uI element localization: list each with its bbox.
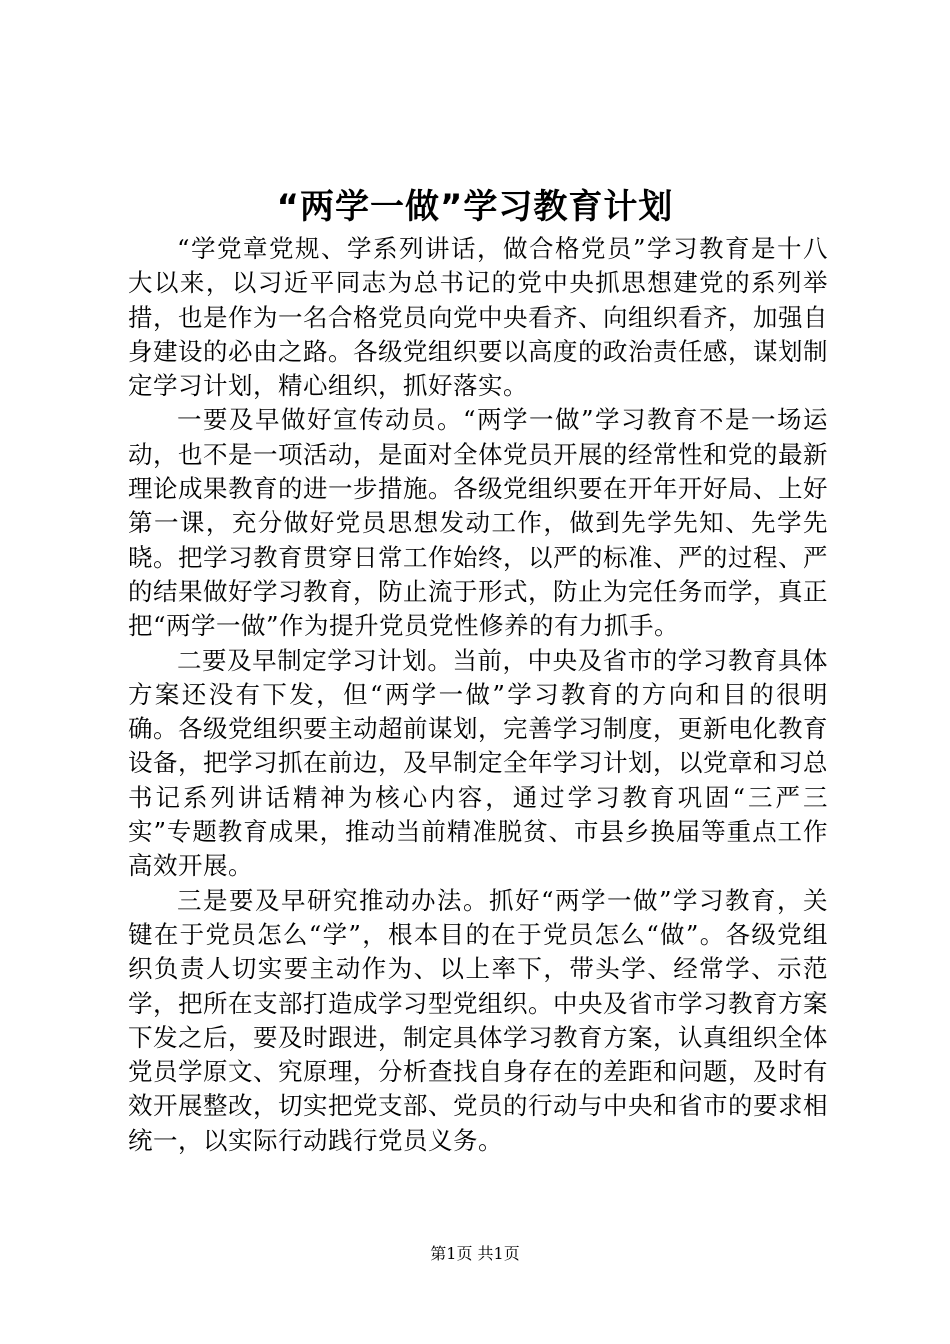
paragraph-intro: “学党章党规、学系列讲话，做合格党员”学习教育是十八大以来，以习近平同志为总书记的党中央抓思想建党的系列举措，也是作为一名合格党员向党中央看齐、向组织看齐，加强自身建设的必由之路。各级党组织要以高度的政治责任感，谋划制定学习计划，精心组织，抓好落实。 (128, 234, 828, 401)
paragraph-first-point: 一要及早做好宣传动员。“两学一做”学习教育不是一场运动，也不是一项活动，是面对全体党员开展的经常性和党的最新理论成果教育的进一步措施。各级党组织要在开年开好局、上好第一课，充分做好党员思想发动工作，做到先学先知、先学先晓。把学习教育贯穿日常工作始终，以严的标准、严的过程、严的结果做好学习教育，防止流于形式，防止为完任务而学，真正把“两学一做”作为提升党员党性修养的有力抓手。 (128, 405, 828, 641)
paragraph-second-point: 二要及早制定学习计划。当前，中央及省市的学习教育具体方案还没有下发，但“两学一做”学习教育的方向和目的很明确。各级党组织要主动超前谋划，完善学习制度，更新电化教育设备，把学习抓在前边，及早制定全年学习计划，以党章和习总书记系列讲话精神为核心内容，通过学习教育巩固“三严三实”专题教育成果，推动当前精准脱贫、市县乡换届等重点工作高效开展。 (128, 645, 828, 881)
document-body (128, 232, 828, 1158)
page-number-footer: 第1页 共1页 (430, 1244, 520, 1263)
document-title: “两学一做”学习教育计划 (276, 187, 674, 227)
paragraph-third-point: 三是要及早研究推动办法。抓好“两学一做”学习教育，关键在于党员怎么“学”，根本目的在于党员怎么“做”。各级党组织负责人切实要主动作为、以上率下，带头学、经常学、示范学，把所在支部打造成学习型党组织。中央及省市学习教育方案下发之后，要及时跟进，制定具体学习教育方案，认真组织全体党员学原文、究原理，分析查找自身存在的差距和问题，及时有效开展整改，切实把党支部、党员的行动与中央和省市的要求相统一，以实际行动践行党员义务。 (128, 885, 828, 1155)
